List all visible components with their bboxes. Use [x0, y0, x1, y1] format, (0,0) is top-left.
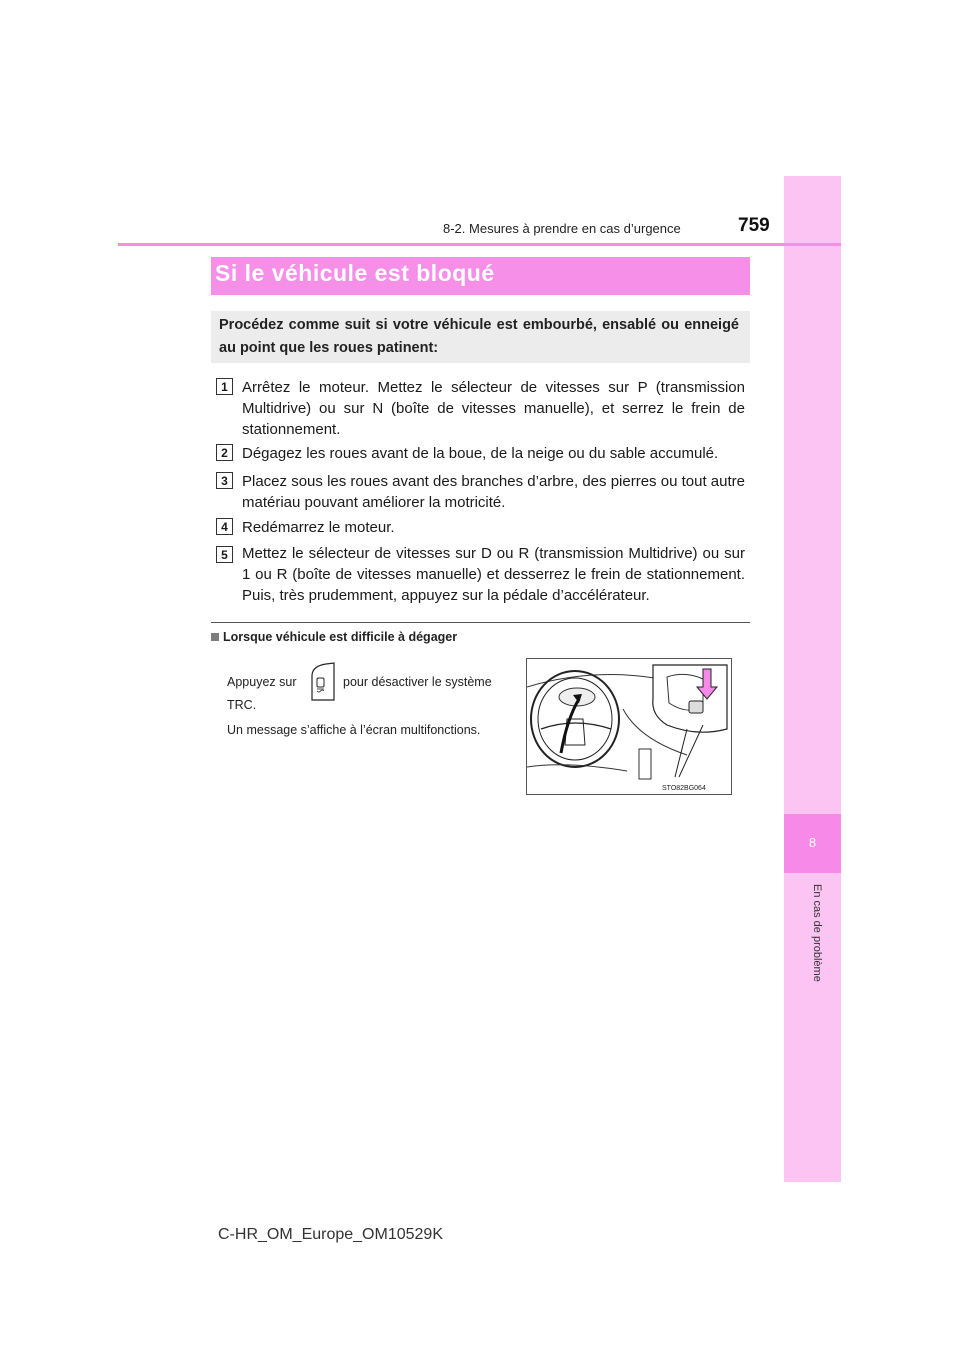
step-text-3: Placez sous les roues avant des branches d’arbre, des pierres ou tout autre matériau pouvant améliorer la motricité.	[242, 473, 745, 511]
note-line-1-before: Appuyez sur	[227, 675, 297, 689]
step-number-5: 5	[216, 546, 233, 563]
header-rule	[118, 243, 841, 246]
page-title: Si le véhicule est bloqué	[215, 260, 495, 286]
chapter-number: 8	[808, 835, 817, 850]
step-number-1: 1	[216, 378, 233, 395]
step-number-4: 4	[216, 518, 233, 535]
sub-heading-marker	[211, 633, 219, 641]
dashboard-drawing	[527, 659, 731, 794]
illustration-code: STO82BG064	[662, 785, 706, 792]
step-text-1: Arrêtez le moteur. Mettez le sélecteur de vitesses sur P (transmission Multidrive) ou sur N (boîte de vitesses manuelle), et serrez le frein de stationnement.	[242, 379, 745, 438]
step-number-3: 3	[216, 472, 233, 489]
header-section-title: 8-2. Mesures à prendre en cas d’urgence	[443, 221, 681, 236]
step-text-5: Mettez le sélecteur de vitesses sur D ou R (transmission Multidrive) ou sur 1 ou R (boîte de vitesses manuelle) et desserrez le frein de stationnement. Puis, très prudemment, appuyez sur la pédale d’accélérateur.	[242, 545, 745, 604]
note-line-3: Un message s’affiche à l’écran multifonctions.	[227, 723, 481, 737]
chapter-title: En cas de problème	[811, 884, 823, 982]
note-heading: Lorsque véhicule est difficile à dégager	[223, 630, 458, 644]
note-line-1-after: pour désactiver le système	[343, 675, 492, 689]
step-text-4: Redémarrez le moteur.	[242, 519, 395, 536]
footer-document-id: C-HR_OM_Europe_OM10529K	[218, 1226, 443, 1243]
note-line-2: TRC.	[227, 698, 257, 712]
section-divider	[211, 622, 750, 623]
step-text-2: Dégagez les roues avant de la boue, de la neige ou du sable accumulé.	[242, 445, 719, 462]
page-number: 759	[738, 215, 770, 236]
intro-text: Procédez comme suit si votre véhicule est embourbé, ensablé ou enneigé au point que les roues patinent:	[219, 317, 739, 356]
chapter-side-tab	[784, 176, 841, 1182]
trc-off-switch-icon	[308, 662, 336, 702]
step-number-2: 2	[216, 444, 233, 461]
trc-switch-illustration	[526, 658, 732, 795]
